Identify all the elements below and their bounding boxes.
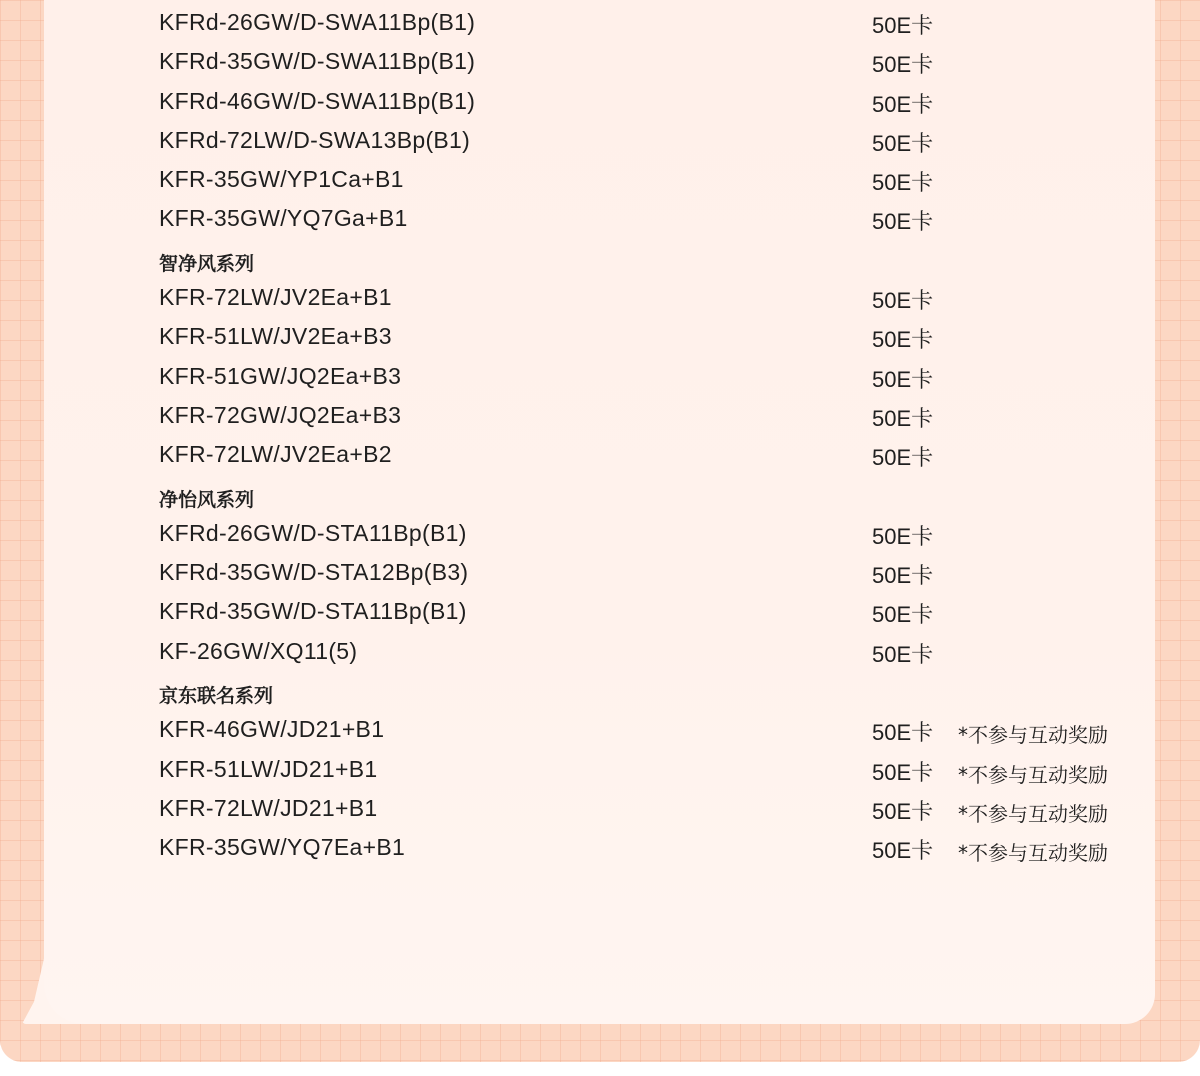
list-item xyxy=(0,752,1200,791)
section-title: 净怡风系列 xyxy=(159,488,255,511)
list-item xyxy=(0,830,1200,869)
list-item xyxy=(0,44,1200,83)
reward-value: 50E卡 xyxy=(872,327,934,353)
reward-value: 50E卡 xyxy=(872,405,934,431)
model-number: KFR-35GW/YQ7Ga+B1 xyxy=(159,205,408,232)
model-number: KFRd-72LW/D-SWA13Bp(B1) xyxy=(159,126,471,153)
model-number: KFR-51GW/JQ2Ea+B3 xyxy=(159,362,402,389)
model-number: KFRd-35GW/D-STA12Bp(B3) xyxy=(159,559,469,586)
list-item xyxy=(0,516,1200,555)
reward-value: 50E卡 xyxy=(872,720,934,746)
reward-value: 50E卡 xyxy=(872,523,934,549)
model-number: KFRd-35GW/D-STA11Bp(B1) xyxy=(159,598,467,625)
model-number: KFR-51LW/JD21+B1 xyxy=(159,755,378,782)
list-item xyxy=(0,594,1200,633)
reward-value: 50E卡 xyxy=(872,838,934,864)
model-reward-list xyxy=(0,5,1200,870)
section-title: 京东联名系列 xyxy=(159,685,274,708)
list-item xyxy=(0,84,1200,123)
model-number: KFR-35GW/YP1Ca+B1 xyxy=(159,166,404,193)
list-item xyxy=(0,555,1200,594)
reward-value: 50E卡 xyxy=(872,445,934,471)
model-number: KFR-72LW/JV2Ea+B1 xyxy=(159,284,392,311)
section-header-row xyxy=(0,477,1200,516)
reward-value: 50E卡 xyxy=(872,798,934,824)
model-number: KFR-46GW/JD21+B1 xyxy=(159,716,385,743)
list-item xyxy=(0,5,1200,44)
model-number: KFRd-46GW/D-SWA11Bp(B1) xyxy=(159,87,476,114)
reward-value: 50E卡 xyxy=(872,52,934,78)
reward-note: *不参与互动奖励 xyxy=(958,841,1108,866)
reward-value: 50E卡 xyxy=(872,170,934,196)
reward-value: 50E卡 xyxy=(872,288,934,314)
reward-value: 50E卡 xyxy=(872,759,934,785)
list-item xyxy=(0,123,1200,162)
model-number: KFR-72GW/JQ2Ea+B3 xyxy=(159,401,402,428)
reward-value: 50E卡 xyxy=(872,641,934,667)
list-item xyxy=(0,280,1200,319)
reward-value: 50E卡 xyxy=(872,13,934,38)
list-item xyxy=(0,791,1200,830)
list-item xyxy=(0,398,1200,437)
reward-value: 50E卡 xyxy=(872,130,934,156)
model-number: KFR-35GW/YQ7Ea+B1 xyxy=(159,834,406,861)
model-number: KF-26GW/XQ11(5) xyxy=(159,637,358,664)
reward-note: *不参与互动奖励 xyxy=(958,762,1108,787)
section-title: 智净风系列 xyxy=(159,252,255,275)
model-number: KFRd-26GW/D-STA11Bp(B1) xyxy=(159,519,467,546)
model-number: KFR-72LW/JD21+B1 xyxy=(159,794,378,821)
list-item xyxy=(0,437,1200,476)
reward-value: 50E卡 xyxy=(872,563,934,589)
reward-note: *不参与互动奖励 xyxy=(958,723,1108,748)
list-item xyxy=(0,162,1200,201)
list-item xyxy=(0,359,1200,398)
model-number: KFR-72LW/JV2Ea+B2 xyxy=(159,441,392,468)
section-header-row xyxy=(0,673,1200,712)
list-item xyxy=(0,634,1200,673)
list-item xyxy=(0,319,1200,358)
reward-value: 50E卡 xyxy=(872,91,934,117)
list-item xyxy=(0,712,1200,751)
model-number: KFRd-35GW/D-SWA11Bp(B1) xyxy=(159,48,476,75)
reward-value: 50E卡 xyxy=(872,366,934,392)
list-item xyxy=(0,201,1200,240)
section-header-row xyxy=(0,241,1200,280)
reward-note: *不参与互动奖励 xyxy=(958,801,1108,826)
model-number: KFRd-26GW/D-SWA11Bp(B1) xyxy=(159,9,476,35)
reward-value: 50E卡 xyxy=(872,209,934,235)
reward-value: 50E卡 xyxy=(872,602,934,628)
model-number: KFR-51LW/JV2Ea+B3 xyxy=(159,323,392,350)
